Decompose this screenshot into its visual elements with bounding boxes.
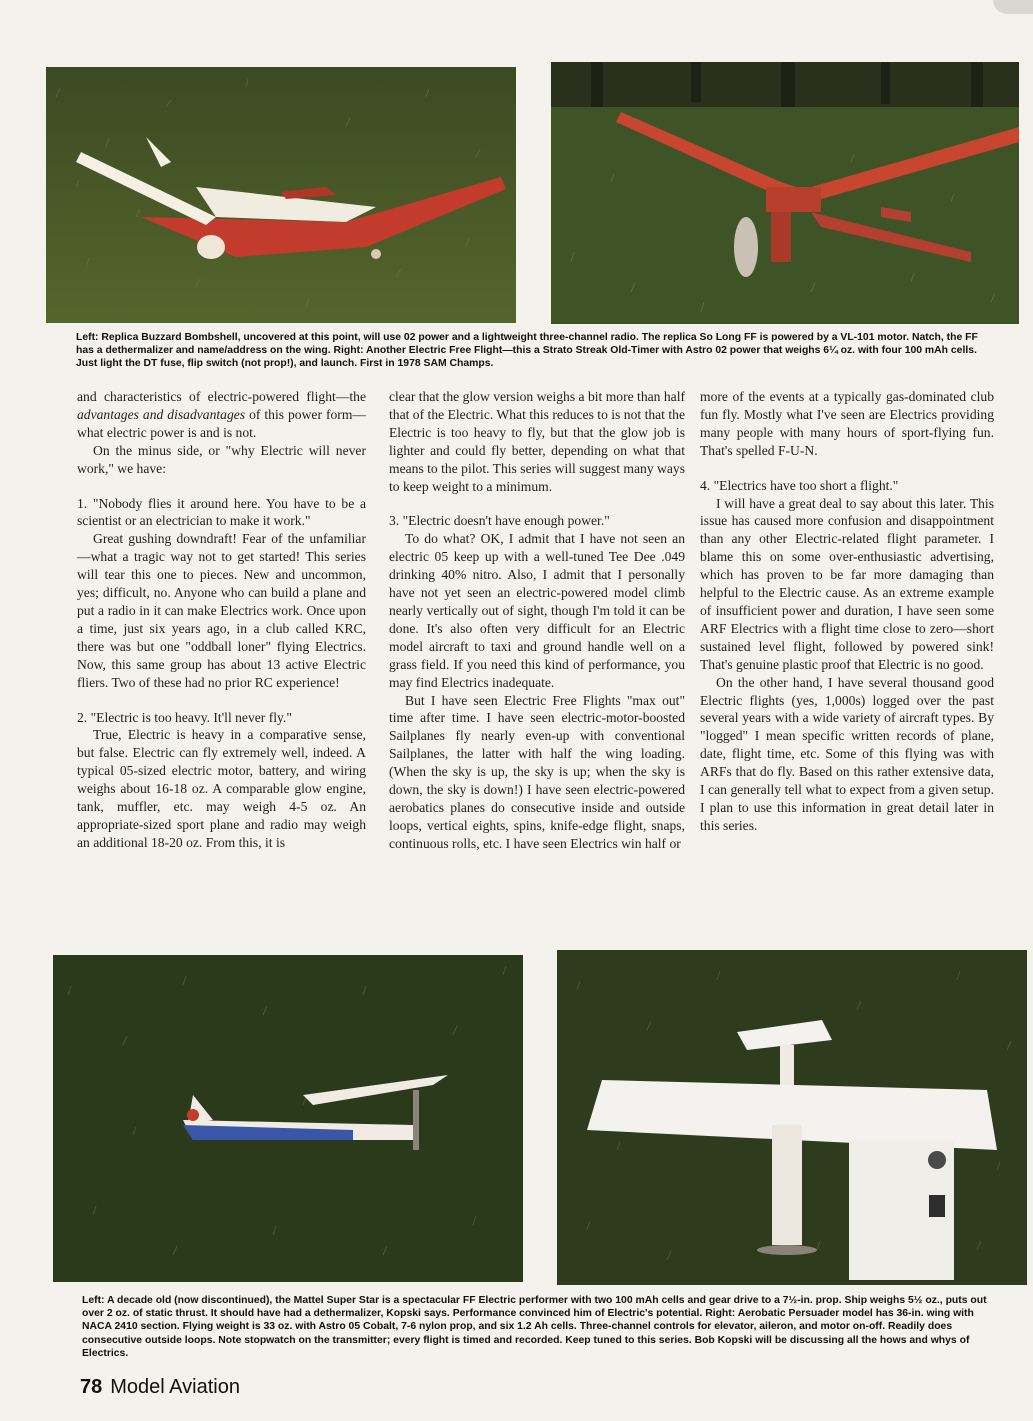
col2-heading-3: 3. "Electric doesn't have enough power." (389, 513, 610, 529)
article-column-2 (389, 388, 685, 853)
col3-heading-4: 4. "Electrics have too short a flight." (700, 477, 899, 493)
magazine-name: Model Aviation (110, 1376, 240, 1398)
top-photo-caption (76, 331, 994, 371)
col3-paragraph-1: more of the events at a typically gas-dominated club fun fly. Mostly what I've seen are Electrics providing many people with many hours of sport-flying fun. That's spelled F-U-N. (700, 389, 994, 458)
page-number: 78 (80, 1376, 103, 1398)
article-column-1 (77, 388, 366, 852)
col1-paragraph-4: True, Electric is heavy in a comparative sense, but false. Electric can fly extremely well, indeed. A typical 05-sized electric motor, battery, and wiring weighs about 16-18 oz. A comparable glow engine, tank, muffler, etc. may weigh 4-5 oz. An appropriate-sized sport plane and radio may weigh an additional 18-20 oz. From this, it is (77, 727, 366, 850)
photo-buzzard-bombshell (46, 67, 516, 323)
photo-mattel-super-star (53, 955, 523, 1282)
col3-paragraph-2: I will have a great deal to say about this later. This issue has caused more confusion and disappointment than any other Electric-related flight parameter. I blame this on some over-enthusiastic advertising, which has proven to be far more damaging than helpful to the Electric cause. As an extreme example of insufficient power and duration, I have seen some ARF Electrics with a flight time close to zero—short sustained level flight, followed by powered sink! That's genuine plastic proof that Electric is no good. (700, 495, 994, 672)
col1-p1-post: of this power form—what electric power is and is not. (77, 406, 366, 440)
col1-paragraph-3: Great gushing downdraft! Fear of the unfamiliar—what a tragic way not to get started! This series will tear this one to pieces. New and uncommon, yes; difficult, no. Anyone who can build a plane and put a radio in it can make Electrics work. Once upon a time, just six years ago, in a club called KRC, there was but one "oddball loner" flying Electrics. Now, this same group has about 13 active Electric fliers. Two of these had no prior RC experience! (77, 531, 366, 690)
photo-persuader (557, 950, 1027, 1285)
buzzard-bombshell-photo-art (46, 67, 516, 323)
col3-paragraph-3: On the other hand, I have several thousand good Electric flights (yes, 1,000s) logged over the past several years with a wide variety of aircraft types. By "logged" I mean specific written records of plane, date, flight time, etc. Some of this flying was with ARFs that do fly. Based on this rather extensive data, I can generally tell what to expect from a given setup. I plan to use this information in great detail later in this series. (700, 674, 994, 833)
col1-paragraph-1 (77, 388, 366, 442)
col1-p1-em: advantages and disadvantages (77, 406, 246, 422)
article-column-3 (700, 388, 994, 835)
persuader-photo-art (557, 950, 1027, 1285)
top-caption-text: Left: Replica Buzzard Bombshell, uncovered at this point, will use 02 power and a lightweight three-channel radio. The replica So Long FF is powered by a VL-101 motor. Natch, the FF has a dethermalizer and name/address on the wing. Right: Another Electric Free Flight—this a Strato Streak Old-Timer with Astro 02 power that weighs 6¼ oz. with four 100 mAh cells. Just light the DT fuse, flip switch (not prop!), and launch. First in 1978 SAM Champs. (76, 332, 978, 370)
col2-paragraph-2: To do what? OK, I admit that I have not seen an electric 05 keep up with a well-tuned Tee Dee .049 drinking 40% nitro. Also, I admit that I personally have not yet seen an electric-powered model climb nearly vertically out of sight, though I'm told it can be done. It's also often very difficult for an Electric model aircraft to taxi and ground handle well on a grass field. If you need this kind of performance, you may find Electrics inadequate. (389, 531, 685, 690)
page-corner-curl (993, 0, 1033, 14)
bottom-caption-text: Left: A decade old (now discontinued), the Mattel Super Star is a spectacular FF Electric performer with two 100 mAh cells and gear drive to a 7½-in. prop. Ship weighs 5½ oz., puts out over 2 oz. of static thrust. It should have had a dethermalizer, Kopski says. Performance convinced him of Electric's potential. Right: Aerobatic Persuader model has 36-in. wing with NACA 2410 section. Flying weight is 33 oz. with Astro 05 Cobalt, 7-6 nylon prop, and six 1.2 Ah cells. Three-channel controls for elevator, aileron, and motor on-off. Readily does consecutive outside loops. Note stopwatch on the transmitter; every flight is timed and recorded. Keep tuned to this series. Bob Kopski will be discussing all the hows and whys of Electrics. (82, 1295, 987, 1359)
bottom-photo-caption (82, 1294, 1002, 1360)
strato-streak-photo-art (551, 62, 1019, 324)
col1-heading-2: 2. "Electric is too heavy. It'll never fly." (77, 709, 292, 725)
photo-strato-streak (551, 62, 1019, 324)
col1-paragraph-2: On the minus side, or "why Electric will never work," we have: (77, 442, 366, 476)
page-footer (80, 1376, 240, 1399)
col2-paragraph-3: But I have seen Electric Free Flights "max out" time after time. I have seen electric-motor-boosted Sailplanes fly nearly even-up with conventional Sailplanes, the latter with half the wing loading. (When the sky is up, the sky is up; when the sky is down, the sky is down!) I have seen electric-powered aerobatics planes do consecutive inside and outside loops, vertical eights, spins, knife-edge flight, snaps, continuous rolls, etc. I have seen Electrics win half or (389, 692, 685, 851)
super-star-photo-art (53, 955, 523, 1282)
col1-heading-1: 1. "Nobody flies it around here. You have to be a scientist or an electrician to make it work." (77, 495, 366, 529)
col1-p1-pre: and characteristics of electric-powered flight—the (77, 389, 366, 404)
col2-paragraph-1: clear that the glow version weighs a bit more than half that of the Electric. What this reduces to is not that the Electric is too heavy to fly, but that the glow job is lighter and could fly better, depending on what that means to the pilot. This series will suggest many ways to keep weight to a minimum. (389, 389, 685, 494)
